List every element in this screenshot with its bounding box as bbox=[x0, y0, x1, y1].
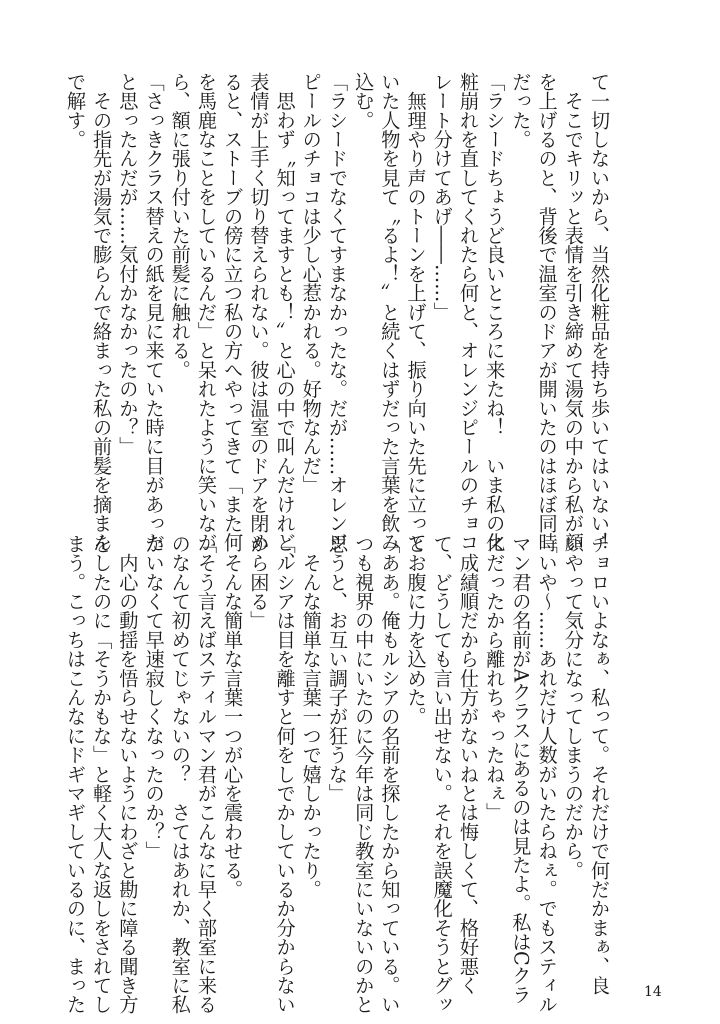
text-line: 「ラシードちょうど良いところに来たね！ いま私の化 bbox=[483, 72, 507, 552]
text-line: ピールのチョコは少し心惹かれる。好物なんだ」 bbox=[299, 72, 323, 495]
text-line: 「さっきクラス替えの紙を見に来ていた時に目があった bbox=[142, 72, 166, 552]
text-line: レート分けてあげ――……」 bbox=[430, 72, 454, 322]
text-line: がいなくて早速寂しくなったのか？」 bbox=[142, 534, 166, 861]
text-line: 成績順だから仕方がないねとは悔しくて、格好悪く bbox=[456, 534, 480, 995]
text-line: スだったから離れちゃったねぇ」 bbox=[483, 534, 507, 822]
text-line: ると、ストーブの傍に立つ私の方へやってきて「また何 bbox=[221, 72, 245, 552]
text-line: を上げるのと、背後で温室のドアが開いたのはほぼ同時 bbox=[535, 72, 559, 552]
text-line: そこでキリッと表情を引き締めて湯気の中から私が顔 bbox=[561, 72, 585, 552]
text-line: 粧崩れを直してくれたら何と、オレンジピールのチョコ bbox=[456, 72, 480, 552]
text-line: で解す。 bbox=[63, 72, 87, 149]
text-line: 「ルシアは目を離すと何をしでかしているか分からない bbox=[273, 534, 297, 1014]
text-line: 思わず〝知ってますとも！〞と心の中で叫んだけれど、 bbox=[273, 72, 297, 572]
text-line: ら、額に張り付いた前髪に触れる。 bbox=[168, 72, 192, 380]
text-block-top bbox=[63, 72, 612, 572]
text-line: 「そう言えばスティルマン君がこんなに早く部室に来る bbox=[194, 534, 218, 1014]
text-line: つも視界の中にいたのに今年は同じ教室にいないのかと bbox=[352, 534, 376, 1014]
text-line: だった。 bbox=[509, 72, 533, 149]
text-line: 「ラシードでなくてすまなかったな。だが……オレンジ bbox=[325, 72, 349, 552]
text-line: その指先が湯気で膨らんで絡まった私の前髪を摘まん bbox=[90, 72, 114, 552]
text-line: 「いや～……あれだけ人数がいたらねぇ。でもスティル bbox=[535, 534, 559, 1014]
text-block-bottom bbox=[63, 534, 612, 1014]
text-line: マン君の名前がAクラスにあるのは見たよ。私はCクラ bbox=[509, 534, 533, 1005]
text-line: いやって気分になってしまうのだから。 bbox=[561, 534, 585, 880]
text-line: そんな簡単な言葉一つが心を震わせる。 bbox=[221, 534, 245, 899]
text-line: いた人物を見て〝るよ！〞と続くはずだった言葉を飲み bbox=[378, 72, 402, 552]
text-line: 無理やり声のトーンを上げて、振り向いた先に立って bbox=[404, 72, 428, 552]
text-line: て、どうしても言い出せない。それを誤魔化そうとグッ bbox=[430, 534, 454, 1014]
text-line: をしたのに「そうかもな」と軽く大人な返しをされてし bbox=[90, 534, 114, 1014]
text-line: 思うと、お互い調子が狂うな」 bbox=[325, 534, 349, 803]
text-line: のなんて初めてじゃないの？ さてはあれか、教室に私 bbox=[168, 534, 192, 1014]
text-line: とお腹に力を込めた。 bbox=[404, 534, 428, 726]
text-line: て一切しないから、当然化粧品を持ち歩いてはいない！ bbox=[588, 72, 611, 552]
text-line: チョロいよなぁ、私って。それだけで何だかまぁ、良 bbox=[588, 534, 611, 995]
text-line: を馬鹿なことをしているんだ」と呆れたように笑いなが bbox=[194, 72, 218, 552]
text-line: 内心の動揺を悟らせないようにわざと勘に障る聞き方 bbox=[116, 534, 140, 1014]
text-line: から困る」 bbox=[247, 534, 271, 630]
page-number: 14 bbox=[644, 984, 662, 1000]
text-line: 表情が上手く切り替えられない。彼は温室のドアを閉め bbox=[247, 72, 271, 552]
text-line: 「ああ。俺もルシアの名前を探したから知っている。い bbox=[378, 534, 402, 1014]
text-line: と思ったんだが……気付かなかったのか？」 bbox=[116, 72, 140, 456]
text-line: まう。こっちはこんなにドギマギしているのに、まった bbox=[63, 534, 87, 1014]
text-line: 込む。 bbox=[352, 72, 376, 130]
text-line: そんな簡単な言葉一つで嬉しかったり。 bbox=[299, 534, 323, 899]
